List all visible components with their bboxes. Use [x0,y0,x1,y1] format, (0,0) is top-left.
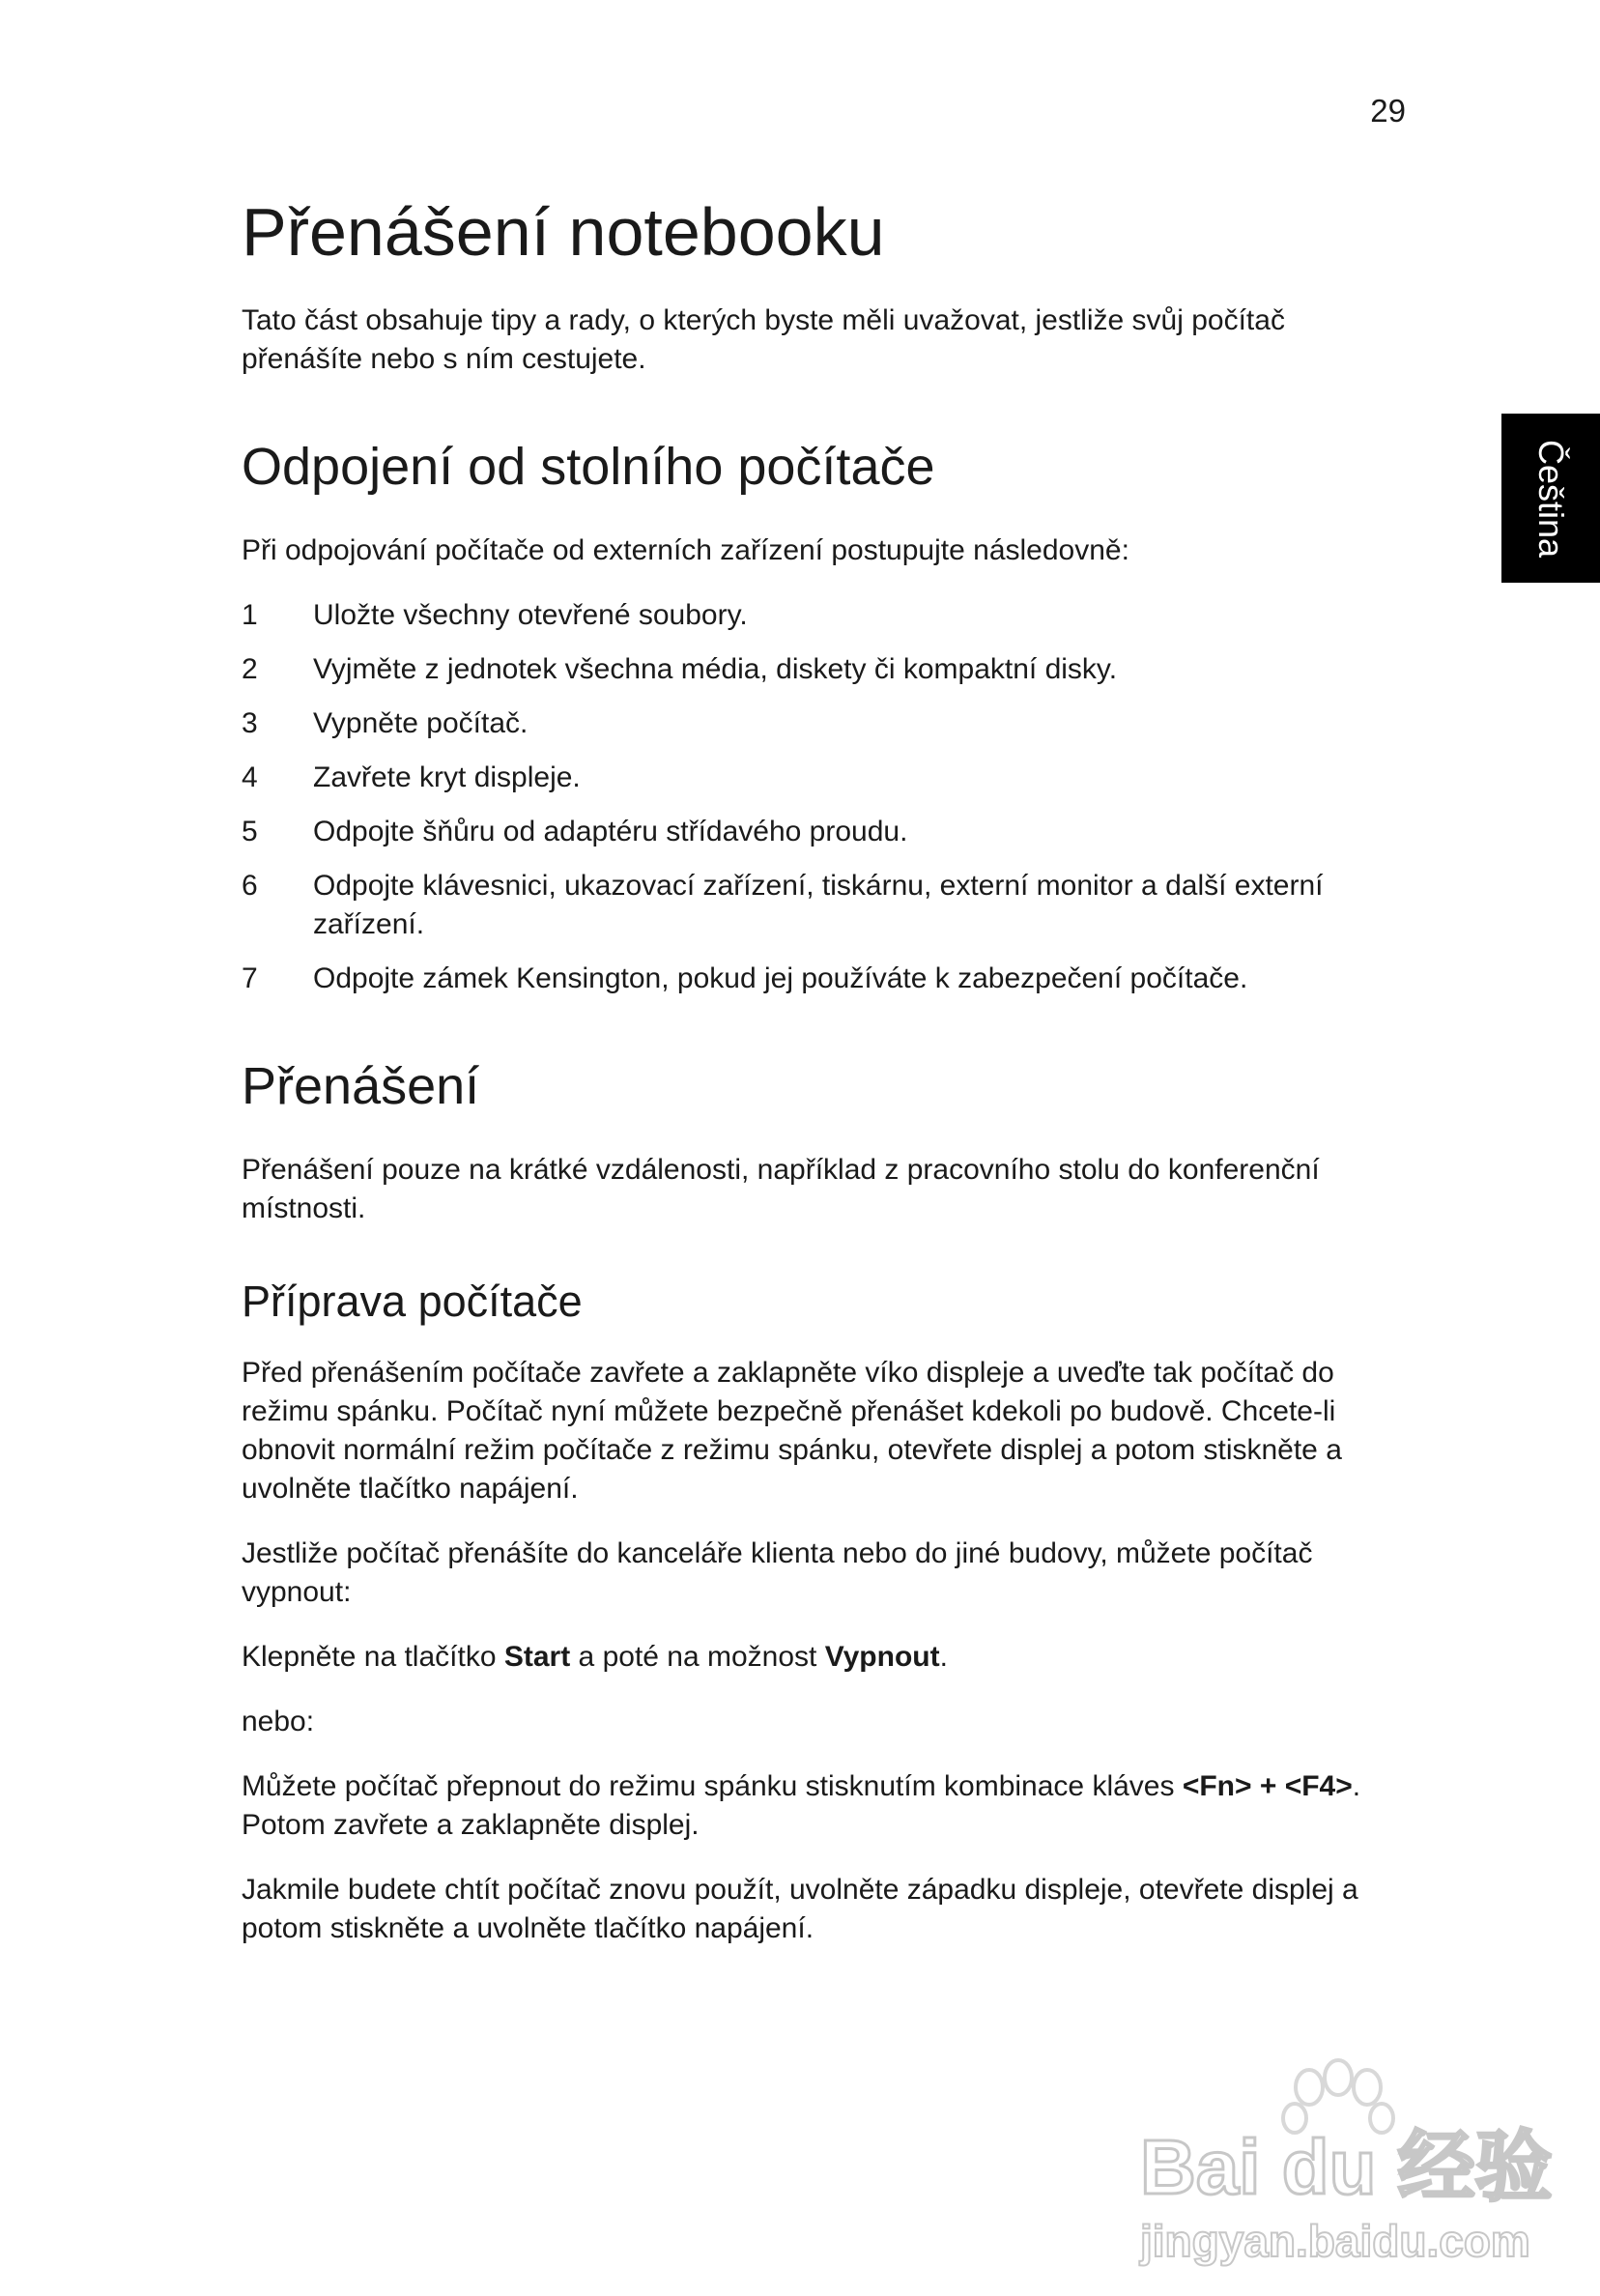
section-heading-moving: Přenášení [242,1057,480,1115]
text-run: Můžete počítač přepnout do režimu spánku stisknutím kombinace kláves [242,1770,1183,1802]
intro-paragraph: Tato část obsahuje tipy a rady, o kterých byste měli uvažovat, jestliže svůj počítač přenášíte nebo s ním cestujete. [242,304,1285,375]
list-item [242,596,1391,635]
step-text: Odpojte klávesnici, ukazovací zařízení, tiskárnu, externí monitor a další externí zařízení. [313,870,1324,940]
language-tab-label: Čeština [1531,439,1571,558]
section-intro-moving: Přenášení pouze na krátké vzdálenosti, například z pracovního stolu do konferenční místnosti. [242,1154,1320,1224]
text-run: Klepněte na tlačítko [242,1641,504,1673]
step-text: Vyjměte z jednotek všechna média, diskety či kompaktní disky. [313,653,1118,685]
watermark-url: jingyan.baidu.com [1140,2216,1530,2266]
list-item [242,759,1391,797]
step-number: 7 [242,962,258,994]
language-tab [1501,414,1600,583]
prepare-paragraph-4 [242,1767,1391,1845]
key-combination: <Fn> + <F4> [1182,1770,1353,1802]
page-number: 29 [1370,93,1406,129]
prepare-paragraph-5: Jakmile budete chtít počítač znovu použít, uvolněte západku displeje, otevřete displej a potom stiskněte a uvolněte tlačítko napájení. [242,1874,1358,1944]
step-text: Odpojte zámek Kensington, pokud jej používáte k zabezpečení počítače. [313,962,1248,994]
step-text: Zavřete kryt displeje. [313,761,581,793]
start-label: Start [503,1641,571,1673]
step-text: Odpojte šňůru od adaptéru střídavého proudu. [313,816,908,847]
step-number: 2 [242,653,258,685]
prepare-paragraph-3 [242,1638,1391,1677]
page-title: Přenášení notebooku [242,194,885,270]
prepare-paragraph-1: Před přenášením počítače zavřete a zaklapněte víko displeje a uveďte tak počítač do režimu spánku. Počítač nyní můžete bezpečně přenášet kdekoli po budově. Chcete-li obnovit normální režim počítače z režimu spánku, otevřete displej a potom stiskněte a uvolněte tlačítko napájení. [242,1357,1342,1505]
section-intro-disconnect: Při odpojování počítače od externích zařízení postupujte následovně: [242,534,1129,566]
shutdown-label: Vypnout [824,1641,940,1673]
step-number: 1 [242,599,258,631]
step-number: 4 [242,761,258,793]
baidu-watermark-icon [1130,2049,1553,2271]
step-number: 3 [242,707,258,739]
text-run: a poté na možnost [570,1641,825,1673]
step-number: 5 [242,816,258,847]
subsection-heading-prepare: Příprava počítače [242,1277,583,1326]
document-body [242,184,1391,1974]
step-text: Vypněte počítač. [313,707,529,739]
list-item [242,650,1391,689]
prepare-paragraph-2: Jestliže počítač přenášíte do kanceláře klienta nebo do jiné budovy, můžete počítač vypnout: [242,1537,1313,1608]
disconnect-steps-list [242,596,1391,998]
list-item [242,704,1391,743]
watermark-brand: Bai du 经验 [1140,2124,1553,2210]
section-heading-disconnect: Odpojení od stolního počítače [242,438,935,496]
text-run: . Potom zavřete a zaklapněte displej. [242,1770,1361,1841]
list-item [242,813,1391,851]
step-number: 6 [242,870,258,902]
or-paragraph: nebo: [242,1706,315,1737]
list-item [242,867,1391,944]
list-item [242,960,1391,998]
step-text: Uložte všechny otevřené soubory. [313,599,748,631]
text-run: . [939,1641,948,1673]
